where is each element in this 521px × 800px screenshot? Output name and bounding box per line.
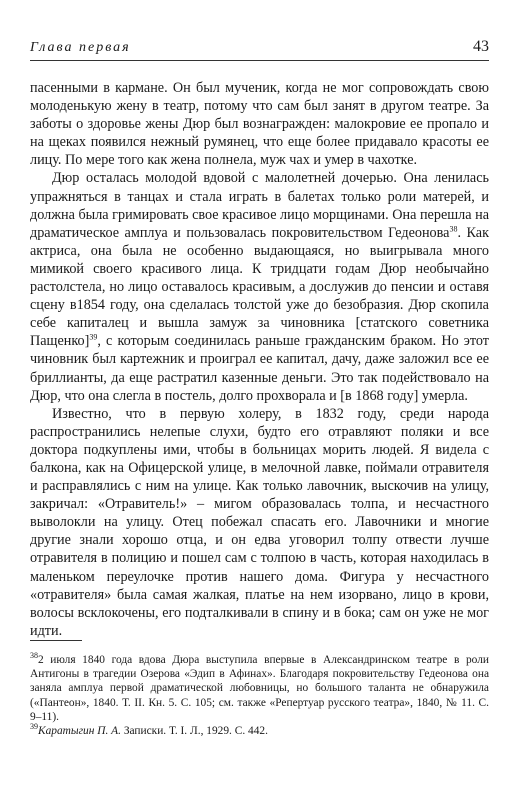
footnote-38-text: 2 июля 1840 года вдова Дюра выступила впервые в Александринском театре в роли Антигоны в трагедии Озерова «Эдип в Афинах». Благодаря покровительству Гедеонова она заняла амплуа первой драматической любовницы, но большого таланта не обнаружила («Пантеон», 1840. Т. II. Кн. 5. С. 105; см. также «Репертуар русского театра», 1840, № 11. С. 9–11). <box>30 654 489 723</box>
footnote-ref-38[interactable]: 38 <box>449 224 458 234</box>
footnote-ref-39[interactable]: 39 <box>89 332 98 342</box>
paragraph-3: Известно, что в первую холеру, в 1832 году, среди народа распространились нелепые слухи, будто его отравляют поляки и все доктора подкуплены ими, чтобы в больницах морить людей. Я видела с балкона, как на Офицерской улице, в мелочной лавке, поймали отравителя и расправлялись с ним на улице. Как только лавочник, выскочив на улицу, закричал: «Отравитель!» – мигом образовалась толпа, и несчастного выволокли на улицу. Отец побежал спасать его. Лавочники и многие другие знали хорошо отца, и он едва уговорил толпу отвести лучше отравителя в полицию и пошел сам с толпою в часть, которая находилась в маленьком переулочке против нашего дома. Фигура у несчастного «отравителя» была самая жалкая, платье на нем изорвано, лицо в крови, волосы всклокочены, его подталкивали в спину и в бока; сам он уже не мог идти. <box>30 405 489 639</box>
running-header <box>30 38 489 61</box>
footnote-divider <box>30 640 82 641</box>
paragraph-2-part-b: . Как актриса, она была не особенно выдающаяся, но выигрывала много мимикой своего красивого лица. К тридцати годам Дюр необычайно растолстела, но лицо оставалось красивым, а дослужив до пенсии и оставя сцену в1854 году, она сделалась толстой уже до безобразия. Дюр скопила себе капиталец и вышла замуж за чиновника [статского советника Пащенко] <box>30 224 490 350</box>
paragraph-1: пасенными в кармане. Он был мученик, когда не мог сопровождать свою молоденькую жену в театр, потому что сам был занят в другом театре. За заботы о здоровье жены Дюр был вознагражден: малокровие ее пропало и на щеках появился нежный румянец, что еще более придавало красоты ее лицу. По мере того как жена полнела, муж чах и умер в чахотке. <box>30 80 489 169</box>
footnote-39 <box>30 724 489 738</box>
paragraph-2-part-c: , с которым соединилась раньше гражданским браком. Но этот чиновник был картежник и проиграл ее капитал, дачу, даже заложил все ее бриллианты, да еще растратил казенные деньги. Это так подействовало на Дюр, что она слегла в постель, долго прохворала и [в 1868 году] умерла. <box>30 333 489 404</box>
main-text <box>30 79 489 640</box>
footnote-38-number: 38 <box>30 651 38 661</box>
page-number: 43 <box>473 38 489 55</box>
paragraph-2-part-a: Дюр осталась молодой вдовой с малолетней дочерью. Она ленилась упражняться в танцах и стала играть в балетах только роли матерей, и должна была гримировать свое красивое лицо морщинами. Она перешла на драматическое амплуа и пользовалась покровительством Гедеонова <box>30 170 489 241</box>
footnote-38 <box>30 653 489 724</box>
footnote-39-text: Записки. Т. I. Л., 1929. С. 442. <box>120 725 268 738</box>
footnote-39-number: 39 <box>30 722 38 732</box>
chapter-title: Глава первая <box>30 40 131 55</box>
paragraph-2 <box>30 169 489 404</box>
footnotes <box>30 653 489 738</box>
footnote-39-author: Каратыгин П. А. <box>38 725 121 738</box>
